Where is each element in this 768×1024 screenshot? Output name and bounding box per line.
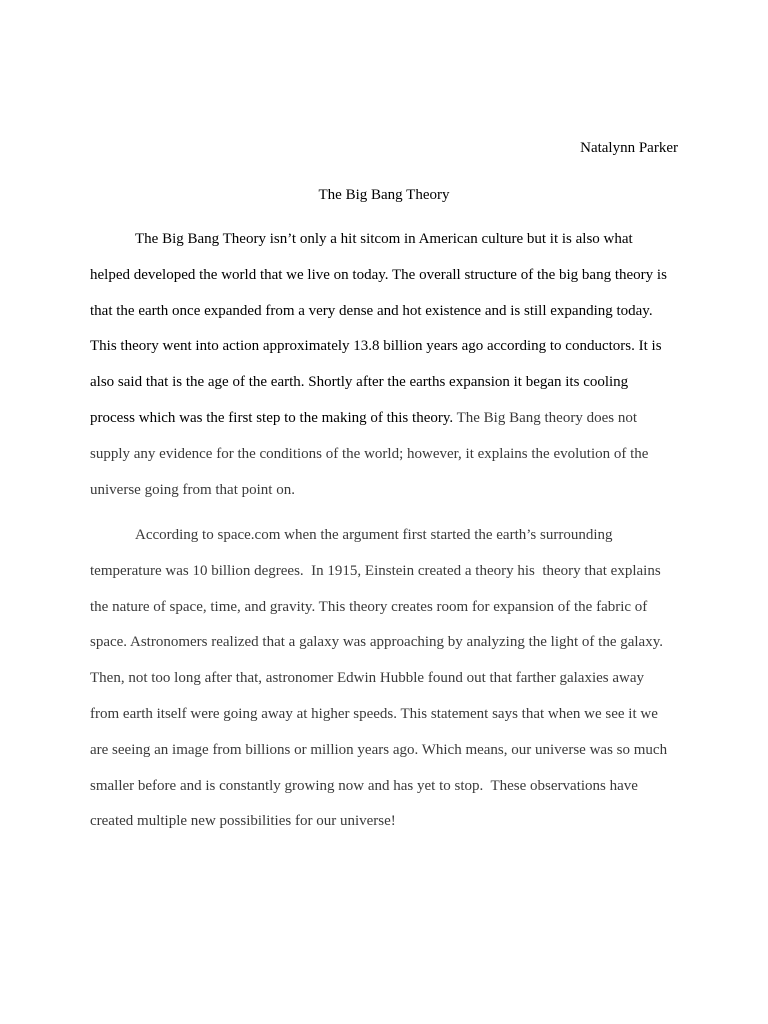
paragraph-line: that the earth once expanded from a very dense and hot existence and is still expanding today. xyxy=(90,302,653,319)
paragraph-line: According to space.com when the argument first started the earth’s surrounding xyxy=(135,527,613,543)
paragraph-line: temperature was 10 billion degrees. In 1915, Einstein created a theory his theory that explains xyxy=(90,562,661,579)
paragraph-line: the nature of space, time, and gravity. This theory creates room for expansion of the fabric of xyxy=(90,598,648,615)
paragraph-line: are seeing an image from billions or million years ago. Which means, our universe was so much xyxy=(90,741,668,758)
paragraph-2 xyxy=(90,518,680,840)
author-name: Natalynn Parker xyxy=(580,140,678,156)
paragraph-line: helped developed the world that we live on today. The overall structure of the big bang theory is xyxy=(90,266,667,283)
document-title: The Big Bang Theory xyxy=(318,187,450,203)
paragraph-line: from earth itself were going away at higher speeds. This statement says that when we see it we xyxy=(90,705,658,722)
paragraph-line: This theory went into action approximately 13.8 billion years ago according to conductors. It is xyxy=(90,338,662,355)
paragraph-line: created multiple new possibilities for our universe! xyxy=(90,813,396,830)
paragraph-1 xyxy=(90,222,680,508)
paragraph-line: universe going from that point on. xyxy=(90,481,295,498)
text-segment-gray: The Big Bang theory does not xyxy=(453,409,637,426)
paragraph-line: supply any evidence for the conditions of the world; however, it explains the evolution of the xyxy=(90,445,649,462)
paragraph-line: The Big Bang Theory isn’t only a hit sitcom in American culture but it is also what xyxy=(135,231,633,247)
text-segment: process which was the first step to the making of this theory. xyxy=(90,409,454,426)
paragraph-line: also said that is the age of the earth. Shortly after the earths expansion it began its cooling xyxy=(90,374,629,391)
paragraph-line: Then, not too long after that, astronomer Edwin Hubble found out that farther galaxies away xyxy=(90,670,645,687)
paragraph-line-mixed xyxy=(90,401,680,437)
paragraph-line: smaller before and is constantly growing now and has yet to stop. These observations have xyxy=(90,777,638,794)
paragraph-line: space. Astronomers realized that a galaxy was approaching by analyzing the light of the galaxy. xyxy=(90,634,663,651)
